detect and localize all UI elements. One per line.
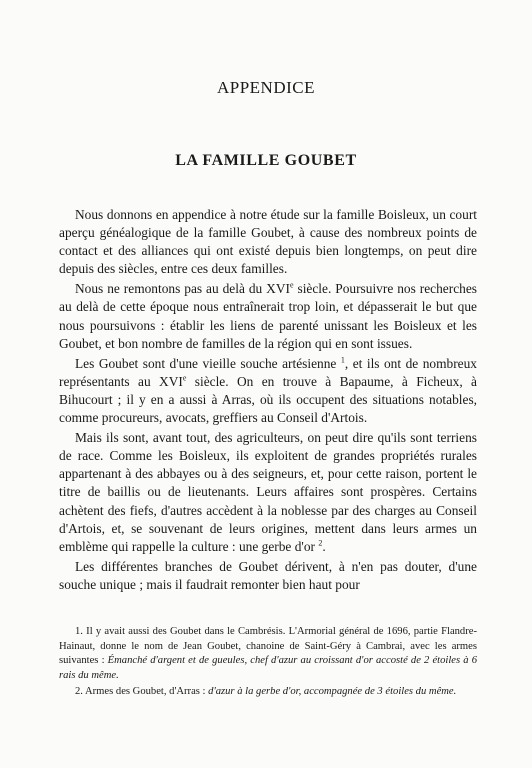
paragraph-2: Nous ne remontons pas au delà du XVIe siècle. Poursuivre nos recherches au delà de cette époque nous entraînerait trop loin, et dépasserait le but que nous poursuivons : établir les liens de parenté unissant les Boisleux et les Goubet, et bon nombre de familles de la région qui en sont issues. [59, 280, 477, 351]
footnote-2: 2. Armes des Goubet, d'Arras : d'azur à la gerbe d'or, accompagnée de 3 étoiles du même. [75, 686, 457, 697]
footnotes [59, 625, 477, 700]
footnote-1: 1. Il y avait aussi des Goubet dans le Cambrésis. L'Armorial général de 1696, partie Flandre-Hainaut, donne le nom de Jean Goubet, chanoine de Saint-Géry à Cambrai, avec les armes suivantes : Émanché d'argent et de gueules, chef d'azur au croissant d'or accosté de 2 étoiles à 6 rais du même. [59, 626, 477, 681]
paragraph-4: Mais ils sont, avant tout, des agriculteurs, on peut dire qu'ils sont terriens de race. Comme les Boisleux, ils exploitent de grandes propriétés rurales appartenant à des abbayes ou à des seigneurs, et, pour cette raison, portent le titre de baillis ou de lieutenants. Leurs affaires sont prospères. Certains achètent des fiefs, d'autres accèdent à la noblesse par des charges au Conseil d'Artois, et, se souvenant de leurs origines, mettent dans leurs armes un emblème qui rappelle la culture : une gerbe d'or $^2$. [59, 430, 477, 554]
footnote-ref-2[interactable]: 2 [318, 538, 323, 548]
superscript: e [182, 373, 187, 383]
paragraph-3: Les Goubet sont d'une vieille souche artésienne $^1$, et ils ont de nombreux représentants au XVIe siècle. On en trouve à Bapaume, à Ficheux, à Bihucourt ; il y en a aussi à Arras, où ils occupent des situations notables, comme procureurs, avocats, greffiers au Conseil d'Artois. [59, 355, 478, 426]
paragraph-5: Les différentes branches de Goubet dérivent, à n'en pas douter, d'une souche unique ; mais il faudrait remonter bien haut pour [59, 558, 477, 592]
superscript: e [289, 280, 294, 290]
footnote-ref-1[interactable]: 1 [340, 355, 345, 365]
paragraph-1: Nous donnons en appendice à notre étude sur la famille Boisleux, un court aperçu généalogique de la famille Goubet, à cause des nombreux points de contact et des alliances qui ont existé depuis bien longtemps, on peut dire depuis des siècles, entre ces deux familles. [59, 207, 477, 277]
body-text [59, 206, 477, 594]
section-heading: APPENDICE [216, 78, 315, 97]
chapter-title: LA FAMILLE GOUBET [175, 152, 357, 169]
